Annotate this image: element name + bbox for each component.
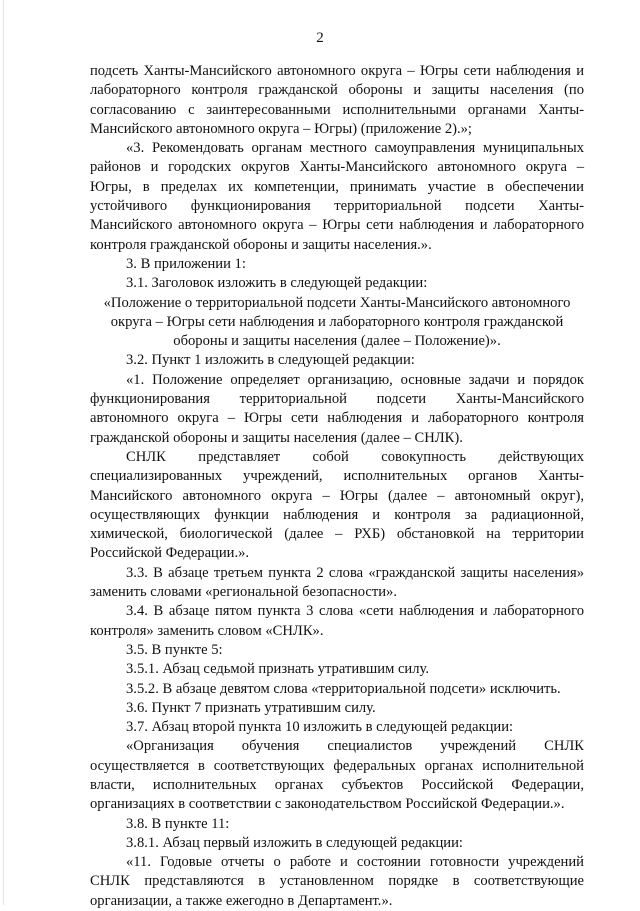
paragraph-4: 3.1. Заголовок изложить в следующей редакции:: [126, 275, 428, 292]
page-number: 2: [316, 30, 324, 46]
paragraph-8: СНЛК представляет собой совокупность действующих специализированных учреждений, исполнительных органов Ханты-Мансийского автономного округа – Югры (далее – автономный округ), осуществляющих функции наблюдения и контроля за радиационной, химической, биологической (далее – РХБ) обстановкой на территории Российской Федерации.».: [90, 448, 584, 562]
paragraph-5-heading: «Положение о территориальной подсети Ханты-Мансийского автономного округа – Югры сети наблюдения и лабораторного контроля гражданской обороны и защиты населения (далее – Положение)».: [103, 294, 571, 350]
paragraph-3: 3. В приложении 1:: [126, 255, 246, 272]
paragraph-7: «1. Положение определяет организацию, основные задачи и порядок функционирования территориальной подсети Ханты-Мансийского автономного округа – Югры сети наблюдения и лабораторного контроля гражданской обороны и защиты населения (далее – СНЛК).: [90, 371, 584, 446]
paragraph-19: «11. Годовые отчеты о работе и состоянии готовности учреждений СНЛК представляются в установленном порядке в соответствующие организации, а также ежегодно в Департамент.».: [90, 854, 584, 909]
paragraph-16: «Организация обучения специалистов учреждений СНЛК осуществляется в соответствующих федеральных органах исполнительной власти, исполнительных органах субъектов Российской Федерации, организациях в соответствии с законодательством Российской Федерации.».: [90, 738, 584, 813]
paragraph-12: 3.5.1. Абзац седьмой признать утратившим силу.: [126, 661, 430, 678]
paragraph-2: «3. Рекомендовать органам местного самоуправления муниципальных районов и городских округов Ханты-Мансийского автономного округа – Югры, в пределах их компетенции, принимать участие в обеспечении устойчивого функционирования территориальной подсети Ханты-Мансийского автономного округа – Югры сети наблюдения и лабораторного контроля гражданской обороны и защиты населения.».: [90, 140, 584, 253]
paragraph-17: 3.8. В пункте 11:: [126, 815, 230, 832]
paragraph-10: 3.4. В абзаце пятом пункта 3 слова «сети наблюдения и лабораторного контроля» заменить словом «СНЛК».: [90, 603, 584, 639]
scan-edge-line: [3, 0, 4, 905]
paragraph-6: 3.2. Пункт 1 изложить в следующей редакции:: [126, 352, 415, 369]
paragraph-11: 3.5. В пункте 5:: [126, 641, 223, 658]
paragraph-18: 3.8.1. Абзац первый изложить в следующей редакции:: [126, 834, 463, 851]
paragraph-14: 3.6. Пункт 7 признать утратившим силу.: [126, 699, 376, 716]
document-body: [90, 62, 584, 911]
paragraph-9: 3.3. В абзаце третьем пункта 2 слова «гражданской защиты населения» заменить словами «региональной безопасности».: [90, 564, 584, 601]
paragraph-1: подсеть Ханты-Мансийского автономного округа – Югры сети наблюдения и лабораторного контроля гражданской обороны и защиты населения (по согласованию с заинтересованными исполнительными органами Ханты-Мансийского автономного округа – Югры) (приложение 2).»;: [90, 63, 584, 137]
paragraph-15: 3.7. Абзац второй пункта 10 изложить в следующей редакции:: [126, 719, 514, 736]
paragraph-13: 3.5.2. В абзаце девятом слова «территориальной подсети» исключить.: [126, 680, 561, 697]
